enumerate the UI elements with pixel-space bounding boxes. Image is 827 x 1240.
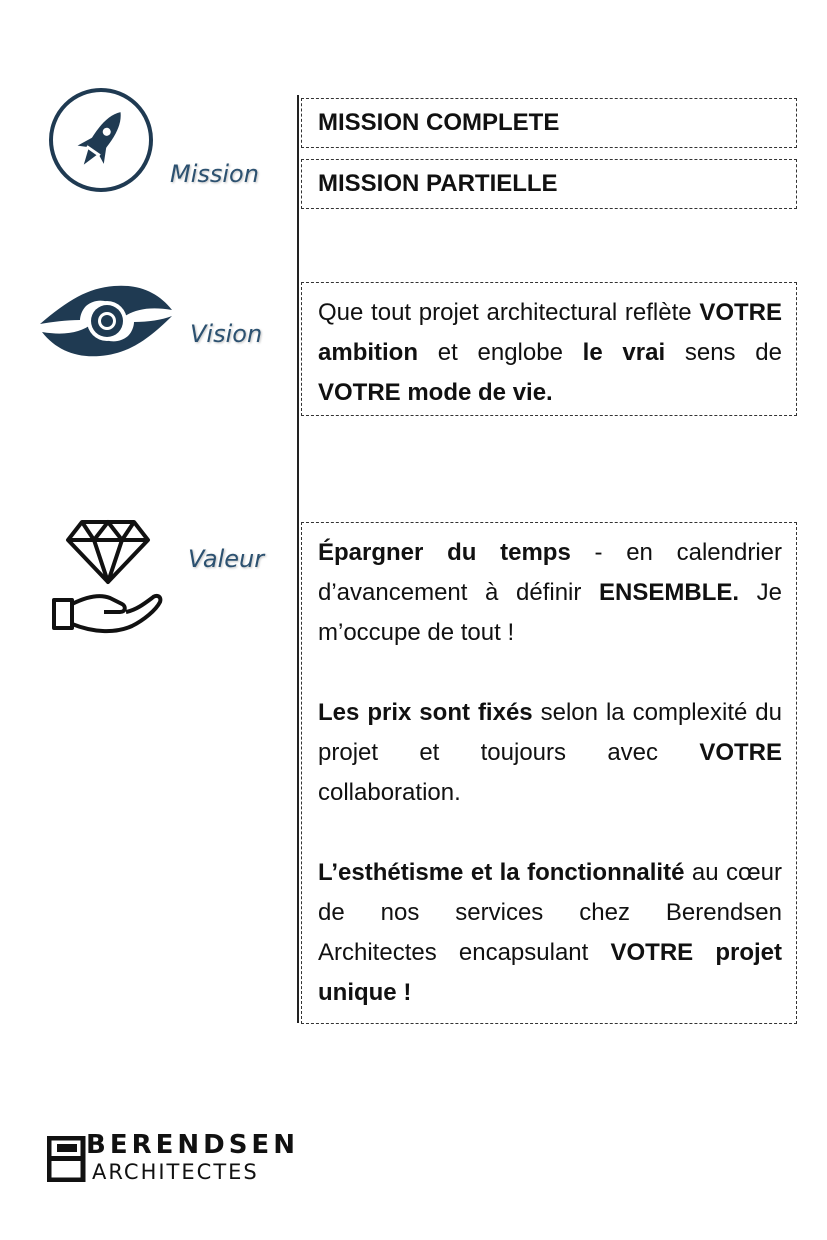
- rocket-icon: [48, 87, 156, 195]
- valeur-paragraph-aesthetics: L’esthétisme et la fonctionnalité au cœur de nos services chez Berendsen Architectes encapsulant VOTRE projet unique !: [318, 859, 783, 1006]
- diamond-hand-icon: [48, 518, 168, 642]
- vision-text-box: [301, 282, 797, 416]
- valeur-label: Valeur: [188, 545, 265, 573]
- vision-paragraph: Que tout projet architectural reflète VOTRE ambition et englobe le vrai sens de VOTRE mode de vie.: [318, 299, 782, 406]
- mission-label: Mission: [170, 160, 259, 188]
- eye-icon: [38, 280, 174, 362]
- berendsen-logo-mark: [47, 1136, 87, 1182]
- mission-complete-box: MISSION COMPLETE: [301, 98, 797, 148]
- logo-name: BERENDSEN: [86, 1130, 299, 1160]
- mission-partielle-box: MISSION PARTIELLE: [301, 159, 797, 209]
- vertical-divider: [297, 95, 299, 1023]
- valeur-paragraph-prices: Les prix sont fixés selon la complexité du projet et toujours avec VOTRE collaboration.: [318, 699, 782, 806]
- vision-label: Vision: [190, 320, 263, 348]
- valeur-paragraph-time: Épargner du temps - en calendrier d’avancement à définir ENSEMBLE. Je m’occupe de tout !: [318, 539, 782, 646]
- logo-subtitle: ARCHITECTES: [92, 1160, 259, 1184]
- valeur-text-box: [301, 522, 797, 1024]
